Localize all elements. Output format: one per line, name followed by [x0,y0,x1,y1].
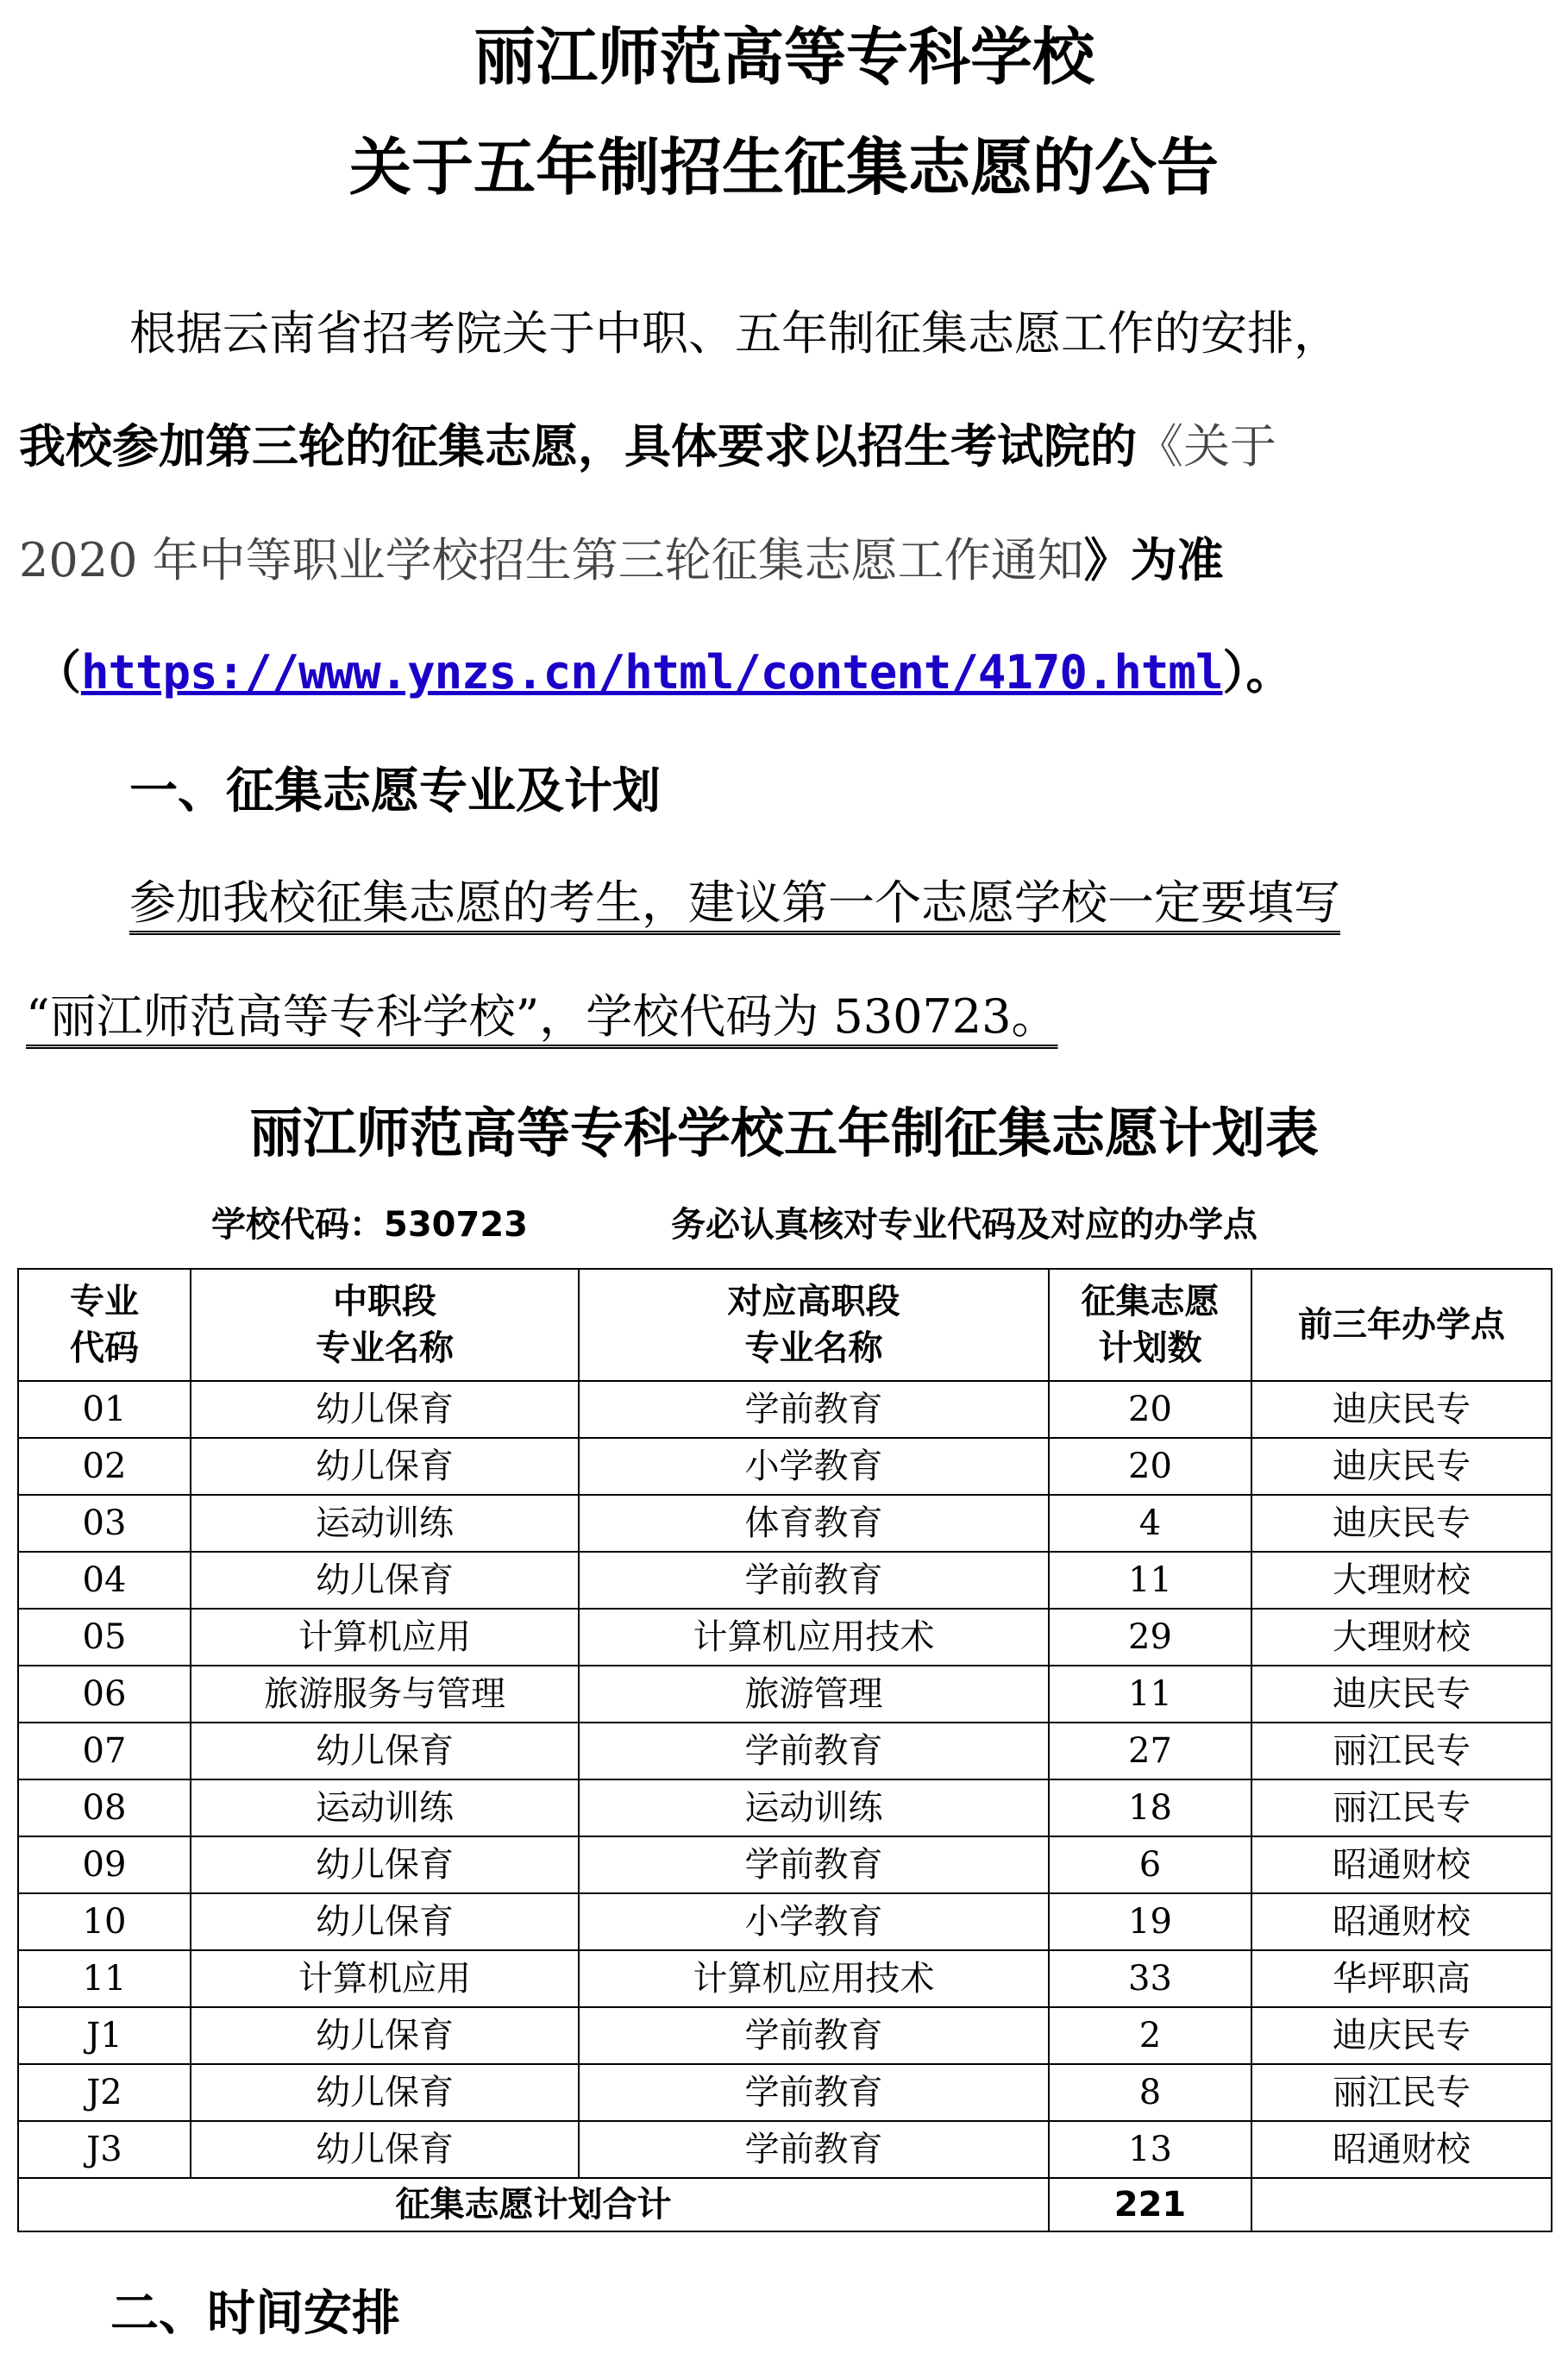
cell-site: 迪庆民专 [1251,1495,1552,1552]
cell-site: 丽江民专 [1251,1779,1552,1836]
plan-table-title: 丽江师范高等专科学校五年制征集志愿计划表 [248,1101,1319,1164]
total-site-empty [1251,2178,1552,2231]
cell-high-major: 学前教育 [579,1552,1049,1609]
cell-site: 迪庆民专 [1251,1666,1552,1723]
table-row [18,1381,1552,1438]
table-row [18,2064,1552,2121]
intro-line-1: 根据云南省招考院关于中职、五年制征集志愿工作的安排， [129,306,1340,361]
cell-high-major: 学前教育 [579,1381,1049,1438]
doc-title-line1: 丽江师范高等专科学校 [473,21,1094,93]
cell-mid-major: 幼儿保育 [191,1438,579,1495]
total-value: 221 [1049,2178,1251,2231]
cell-code: 05 [18,1609,191,1666]
cell-site: 丽江民专 [1251,2064,1552,2121]
table-row [18,1438,1552,1495]
table-row [18,1552,1552,1609]
cell-mid-major: 计算机应用 [191,1609,579,1666]
intro-line-3-bold: 》为准 [1083,532,1224,587]
cell-mid-major: 幼儿保育 [191,1836,579,1893]
cell-high-major: 体育教育 [579,1495,1049,1552]
table-row [18,1495,1552,1552]
header-high-major: 对应高职段 专业名称 [579,1269,1049,1381]
cell-high-major: 小学教育 [579,1438,1049,1495]
intro-line-3-notice: 2020 年中等职业学校招生第三轮征集志愿工作通知 [19,533,1084,587]
cell-code: 08 [18,1779,191,1836]
cell-plan-count: 29 [1049,1609,1251,1666]
cell-high-major: 运动训练 [579,1779,1049,1836]
cell-mid-major: 运动训练 [191,1495,579,1552]
table-row [18,1666,1552,1723]
cell-site: 丽江民专 [1251,1723,1552,1779]
table-row [18,1893,1552,1950]
cell-high-major: 学前教育 [579,2064,1049,2121]
cell-plan-count: 6 [1049,1836,1251,1893]
plan-table [17,1268,1552,2232]
section-2-heading: 二、时间安排 [110,2286,400,2342]
cell-plan-count: 20 [1049,1381,1251,1438]
header-plan-count: 征集志愿 计划数 [1049,1269,1251,1381]
table-total-row [18,2178,1552,2231]
notice-link[interactable]: https://www.ynzs.cn/html/content/4170.html [81,645,1223,700]
cell-high-major: 小学教育 [579,1893,1049,1950]
cell-site: 迪庆民专 [1251,1438,1552,1495]
table-row [18,1609,1552,1666]
cell-mid-major: 幼儿保育 [191,2007,579,2064]
cell-site: 大理财校 [1251,1609,1552,1666]
cell-site: 华坪职高 [1251,1950,1552,2007]
note-line-1: 参加我校征集志愿的考生，建议第一个志愿学校一定要填写 [129,875,1340,930]
cell-plan-count: 4 [1049,1495,1251,1552]
cell-high-major: 学前教育 [579,1836,1049,1893]
cell-plan-count: 20 [1049,1438,1251,1495]
total-label: 征集志愿计划合计 [18,2178,1049,2231]
cell-mid-major: 幼儿保育 [191,2064,579,2121]
intro-line-2 [19,418,1276,474]
cell-plan-count: 19 [1049,1893,1251,1950]
cell-mid-major: 幼儿保育 [191,1723,579,1779]
cell-plan-count: 13 [1049,2121,1251,2178]
cell-plan-count: 8 [1049,2064,1251,2121]
table-row [18,2007,1552,2064]
table-row [18,1836,1552,1893]
header-mid-major: 中职段 专业名称 [191,1269,579,1381]
table-row [18,1723,1552,1779]
note-line-2: “丽江师范高等专科学校”，学校代码为 530723。 [26,989,1058,1044]
cell-plan-count: 33 [1049,1950,1251,2007]
cell-code: 10 [18,1893,191,1950]
link-open-paren: （ [34,644,81,700]
cell-code: J3 [18,2121,191,2178]
cell-code: J2 [18,2064,191,2121]
school-code: 学校代码：530723 [211,1205,528,1245]
cell-mid-major: 幼儿保育 [191,1552,579,1609]
cell-mid-major: 旅游服务与管理 [191,1666,579,1723]
cell-site: 昭通财校 [1251,1836,1552,1893]
cell-site: 迪庆民专 [1251,1381,1552,1438]
intro-line-3 [19,532,1224,587]
cell-site: 昭通财校 [1251,1893,1552,1950]
cell-high-major: 学前教育 [579,1723,1049,1779]
cell-mid-major: 运动训练 [191,1779,579,1836]
cell-plan-count: 11 [1049,1552,1251,1609]
cell-code: 09 [18,1836,191,1893]
cell-code: 06 [18,1666,191,1723]
cell-high-major: 旅游管理 [579,1666,1049,1723]
cell-plan-count: 2 [1049,2007,1251,2064]
doc-title-line2: 关于五年制招生征集志愿的公告 [348,131,1219,204]
table-header-row [18,1269,1552,1381]
cell-code: J1 [18,2007,191,2064]
table-row [18,2121,1552,2178]
link-close-paren: ）。 [1222,644,1293,700]
cell-site: 迪庆民专 [1251,2007,1552,2064]
cell-code: 03 [18,1495,191,1552]
intro-line-2-notice: 《关于 [1137,419,1276,474]
cell-high-major: 学前教育 [579,2007,1049,2064]
cell-plan-count: 11 [1049,1666,1251,1723]
cell-high-major: 计算机应用技术 [579,1609,1049,1666]
cell-mid-major: 幼儿保育 [191,1893,579,1950]
cell-code: 07 [18,1723,191,1779]
header-site: 前三年办学点 [1251,1269,1552,1381]
cell-mid-major: 幼儿保育 [191,2121,579,2178]
cell-code: 02 [18,1438,191,1495]
cell-high-major: 计算机应用技术 [579,1950,1049,2007]
reminder-text: 务必认真核对专业代码及对应的办学点 [671,1205,1258,1245]
cell-code: 04 [18,1552,191,1609]
cell-plan-count: 27 [1049,1723,1251,1779]
table-row [18,1779,1552,1836]
cell-mid-major: 计算机应用 [191,1950,579,2007]
cell-mid-major: 幼儿保育 [191,1381,579,1438]
cell-plan-count: 18 [1049,1779,1251,1836]
cell-high-major: 学前教育 [579,2121,1049,2178]
intro-line-4 [34,644,1293,700]
table-row [18,1950,1552,2007]
cell-code: 01 [18,1381,191,1438]
cell-site: 昭通财校 [1251,2121,1552,2178]
cell-site: 大理财校 [1251,1552,1552,1609]
cell-code: 11 [18,1950,191,2007]
section-1-heading: 一、征集志愿专业及计划 [129,763,661,819]
header-code: 专业 代码 [18,1269,191,1381]
intro-line-2-bold: 我校参加第三轮的征集志愿，具体要求以招生考试院的 [19,418,1137,474]
